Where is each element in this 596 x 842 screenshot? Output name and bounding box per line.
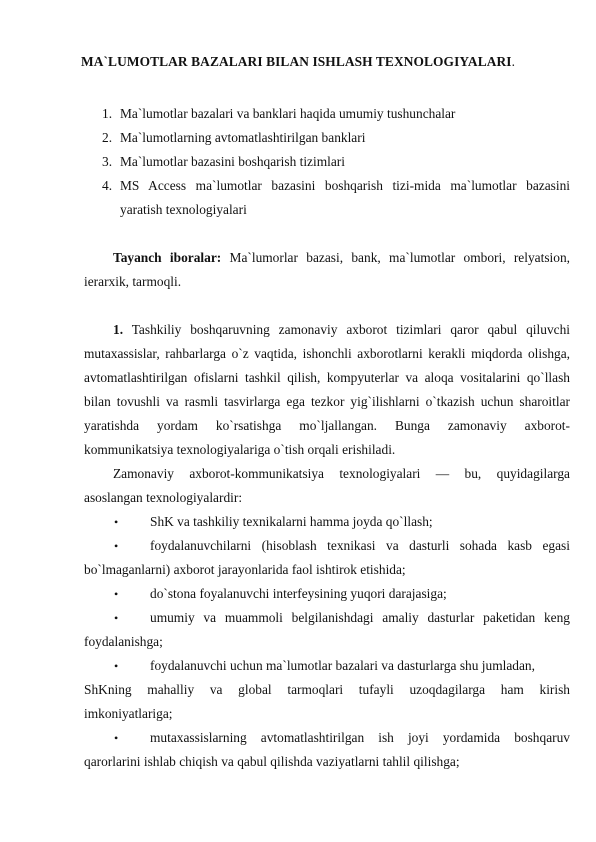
topic-text: Ma`lumotlar bazalari va banklari haqida umumiy tushunchalar <box>120 106 456 121</box>
topic-item <box>104 102 570 126</box>
keywords-line <box>84 246 570 270</box>
bullet-dot: • <box>114 659 119 673</box>
bullet-item <box>84 510 570 534</box>
topics-list <box>104 102 570 222</box>
bullet-item <box>84 534 570 582</box>
topic-number: 3. <box>102 154 113 169</box>
bullet-text: umumiy va muammoli belgilanishdagi amaliy dasturlar paketidan keng <box>150 610 570 625</box>
keywords-label: Tayanch iboralar: <box>113 250 222 265</box>
bullet-text-continued: foydalanishga; <box>84 634 163 649</box>
topic-text: Ma`lumotlar bazasini boshqarish tizimlari <box>120 154 345 169</box>
topic-text-line: MS Access ma`lumotlar bazasini boshqarish tizi-mida ma`lumotlar bazasini <box>120 178 570 193</box>
bullet-item <box>84 606 570 654</box>
topic-number: 2. <box>102 130 113 145</box>
bullet-dot: • <box>114 587 119 601</box>
bullet-text: foydalanuvchilarni (hisoblash texnikasi va dasturli sohada kasb egasi <box>150 538 570 553</box>
bullet-text: do`stona foyalanuvchi interfeysining yuqori darajasiga; <box>150 586 447 601</box>
section-number: 1. <box>113 322 124 337</box>
bullet-text: ShK va tashkiliy texnikalarni hamma joyda qo`llash; <box>150 514 433 529</box>
topic-item <box>104 174 570 222</box>
keywords-text-line: ierarxik, tarmoqli. <box>84 274 182 289</box>
bullet-dot: • <box>114 539 119 553</box>
paragraph-text-line: Zamonaviy axborot-kommunikatsiya texnologiyalari — bu, quyidagilarga <box>113 466 570 481</box>
bullet-item <box>84 726 570 774</box>
bullet-text-continued: imkoniyatlariga; <box>84 706 173 721</box>
keywords-paragraph <box>84 246 570 294</box>
topic-text-line: yaratish texnologiyalari <box>120 202 247 217</box>
keywords-text: Ma`lumorlar bazasi, bank, ma`lumotlar ombori, relyatsion, <box>229 250 570 265</box>
topic-text: Ma`lumotlarning avtomatlashtirilgan banklari <box>120 130 366 145</box>
bullet-text: mutaxassislarning avtomatlashtirilgan ish joyi yordamida boshqaruv <box>150 730 570 745</box>
bullet-list <box>84 510 570 774</box>
bullet-dot: • <box>114 611 119 625</box>
topic-item <box>104 150 570 174</box>
bullet-text-continued: qarorlarini ishlab chiqish va qabul qilishda vaziyatlarni tahlil qilishga; <box>84 754 460 769</box>
bullet-dot: • <box>114 731 119 745</box>
topic-number: 4. <box>102 178 113 193</box>
bullet-text-continued: bo`lmaganlarni) axborot jarayonlarida faol ishtirok etishida; <box>84 562 406 577</box>
bullet-item <box>84 582 570 606</box>
paragraph-1 <box>84 318 570 462</box>
title-suffix: . <box>511 54 516 69</box>
paragraph-2 <box>84 462 570 510</box>
bullet-text: foydalanuvchi uchun ma`lumotlar bazalari va dasturlarga shu jumladan, <box>150 658 535 673</box>
topic-item <box>104 126 570 150</box>
bullet-text-continued: ShKning mahalliy va global tarmoqlari tufayli uzoqdagilarga ham kirish <box>84 682 570 697</box>
paragraph-text-line: asoslangan texnologiyalardir: <box>84 490 243 505</box>
topic-number: 1. <box>102 106 113 121</box>
bullet-item <box>84 654 570 726</box>
title-text: MA`LUMOTLAR BAZALARI BILAN ISHLASH TEXNOLOGIYALARI <box>80 54 512 69</box>
paragraph-text: Tashkiliy boshqaruvning zamonaviy axborot tizimlari qaror qabul qiluvchi mutaxassislar, rahbarlarga o`z vaqtida, ishonchli axborotlarni kerakli miqdorda olishga, avtomatlashtirilgan ofislarni tashkil qilish, kompyuterlar va aloqa vositalarini qo`llash bilan tovushli va rasmli tasvirlarga ega tezkor yig`ilishlarni o`tkazish uchun sharoitlar yaratishda yordam ko`rsatishga mo`ljallangan. Bunga zamonaviy axborot-kommunikatsiya texnologiyalariga o`tish orqali erishiladi. <box>84 322 570 457</box>
page-title <box>0 54 596 70</box>
bullet-dot: • <box>114 515 119 529</box>
